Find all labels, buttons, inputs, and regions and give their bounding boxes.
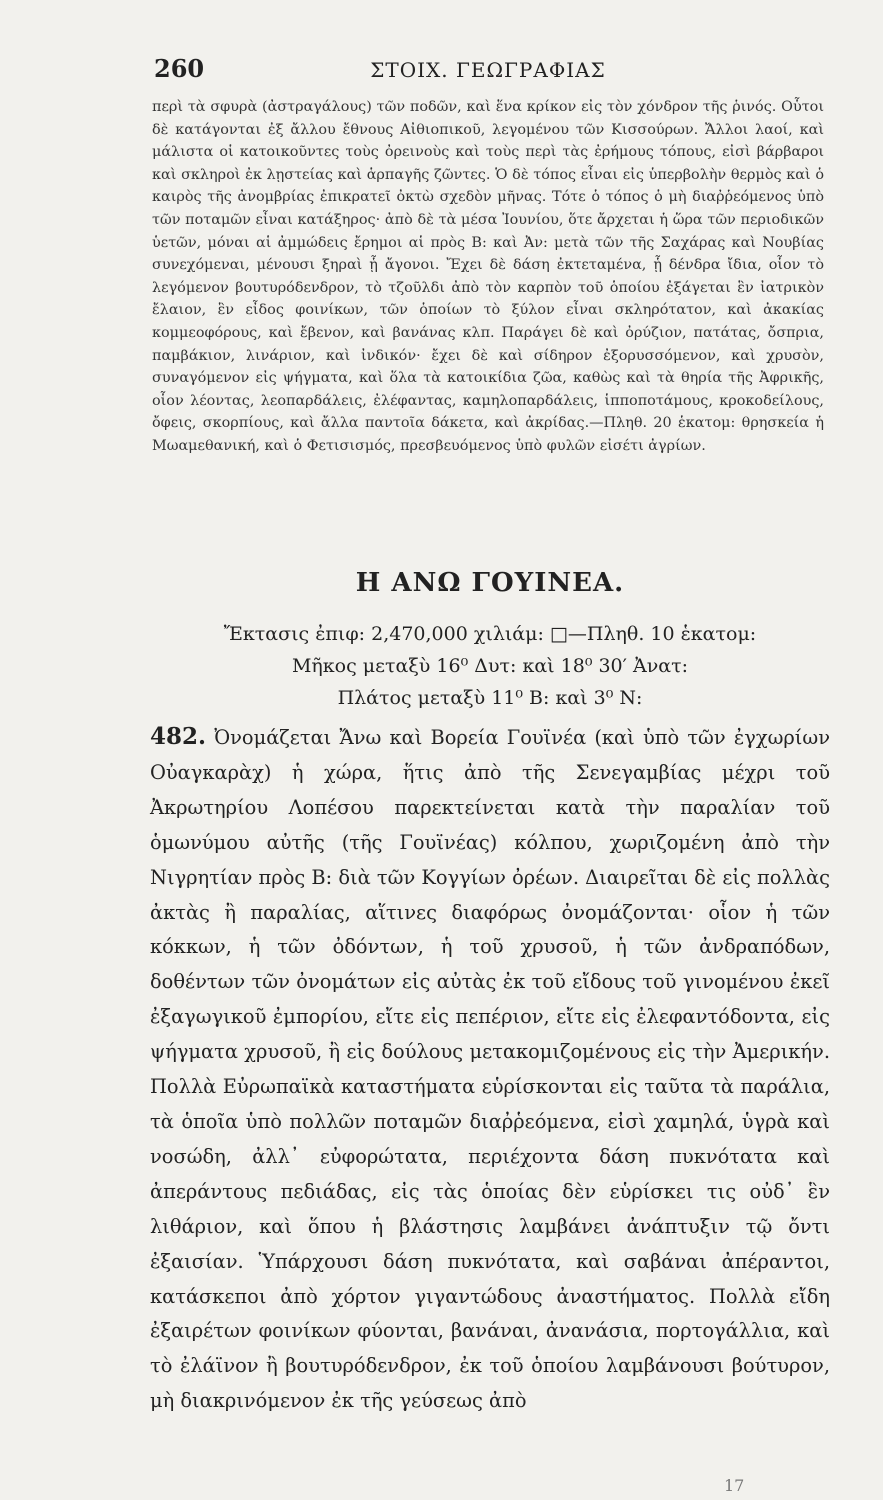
paragraph-number: 482. [150, 723, 207, 750]
paragraph-text: Ὀνομάζεται Ἄνω καὶ Βορεία Γουϊνέα (καὶ ὑπὸ τῶν ἐγχωρίων Οὐαγκαρὰχ) ἡ χώρα, ἥτις ἀπὸ τῆς Σενεγαμβίας μέχρι τοῦ Ἀκρωτηρίου Λοπέσου παρεκτείνεται κατὰ τὴν παραλίαν τοῦ ὁμωνύμου αὐτῆς (τῆς Γουϊνέας) κόλπου, χωριζομένη ἀπὸ τὴν Νιγρητίαν πρὸς Β: διὰ τῶν Κογγίων ὀρέων. Διαιρεῖται δὲ εἰς πολλὰς ἀκτὰς ἢ παραλίας, αἵτινες διαφόρως ὀνομάζονται· οἷον ἡ τῶν κόκκων, ἡ τῶν ὀδόντων, ἡ τοῦ χρυσοῦ, ἡ τῶν ἀνδραπόδων, δοθέντων τῶν ὀνομάτων εἰς αὐτὰς ἐκ τοῦ εἴδους τοῦ γινομένου ἐκεῖ ἐξαγωγικοῦ ἐμπορίου, εἴτε εἰς πεπέριον, εἴτε εἰς ἐλεφαντόδοντα, εἰς ψήγματα χρυσοῦ, ἢ εἰς δούλους μετακομιζομένους εἰς τὴν Ἀμερικήν. Πολλὰ Εὐρωπαϊκὰ καταστήματα εὑρίσκονται εἰς ταῦτα τὰ παράλια, τὰ ὁποῖα ὑπὸ πολλῶν ποταμῶν διαῤῥεόμενα, εἰσὶ χαμηλά, ὑγρὰ καὶ νοσώδη, ἀλλ᾽ εὐφορώτατα, περιέχοντα δάση πυκνότατα καὶ ἀπεράντους πεδιάδας, εἰς τὰς ὁποίας δὲν εὑρίσκει τις οὐδ᾽ ἓν λιθάριον, καὶ ὅπου ἡ βλάστησις λαμβάνει ἀνάπτυξιν τῷ ὄντι ἐξαισίαν. Ὑπάρχουσι δάση πυκνότατα, καὶ σαβάναι ἀπέραντοι, κατάσκεποι ἀπὸ χόρτον γιγαντώδους ἀναστήματος. Πολλὰ εἴδη ἐξαιρέτων φοινίκων φύονται, βανάναι, ἀνανάσια, πορτογάλλια, καὶ τὸ ἐλάϊνον ἢ βουτυρόδενδρον, ἐκ τοῦ ὁποίου λαμβάνουσι βούτυρον, μὴ διακρινόμενον ἐκ τῆς γεύσεως ἀπὸ [150, 726, 831, 1413]
page-header [148, 50, 828, 90]
stat-latitude: Πλάτος μεταξὺ 11⁰ Β: καὶ 3⁰ Ν: [337, 687, 643, 709]
stat-longitude: Μῆκος μεταξὺ 16⁰ Δυτ: καὶ 18⁰ 30′ Ἀνατ: [291, 655, 689, 677]
preceding-paragraph [152, 96, 824, 458]
main-paragraph [150, 720, 830, 1419]
section-title: Η ΑΝΩ ΓΟΥΙΝΕΑ. [355, 568, 625, 598]
preceding-paragraph-text: περὶ τὰ σφυρὰ (ἀστραγάλους) τῶν ποδῶν, καὶ ἕνα κρίκον εἰς τὸν χόνδρον τῆς ῥινός. Οὗτοι δὲ κατάγονται ἐξ ἄλλου ἔθνους Αἰθιοπικοῦ, λεγομένου τῶν Κισσούρων. Ἄλλοι λαοί, καὶ μάλιστα οἱ κατοικοῦντες τοὺς ὀρεινοὺς καὶ τοὺς περὶ τὰς ἐρήμους τόπους, εἰσὶ βάρβαροι καὶ σκληροὶ ἐκ λῃστείας καὶ ἁρπαγῆς ζῶντες. Ὁ δὲ τόπος εἶναι εἰς ὑπερβολὴν θερμὸς καὶ ὁ καιρὸς τῆς ἀνομβρίας ἐπικρατεῖ ὀκτὼ σχεδὸν μῆνας. Τότε ὁ τόπος ὁ μὴ διαῤῥεόμενος ὑπὸ τῶν ποταμῶν εἶναι κατάξηρος· ἀπὸ δὲ τὰ μέσα Ἰουνίου, ὅτε ἄρχεται ἡ ὥρα τῶν περιοδικῶν ὑετῶν, μόναι αἱ ἀμμώδεις ἔρημοι αἱ πρὸς Β: καὶ Ἀν: μετὰ τῶν τῆς Σαχάρας καὶ Νουβίας συνεχόμεναι, μένουσι ξηραὶ ᾗ ἄγονοι. Ἔχει δὲ δάση ἐκτεταμένα, ᾗ δένδρα ἴδια, οἷον τὸ λεγόμενον βουτυρόδενδρον, τὸ τζοῦλδι ἀπὸ τὸν καρπὸν τοῦ ὁποίου ἐξάγεται ἓν ἰατρικὸν ἔλαιον, ἓν εἶδος φοινίκων, τῶν ὁποίων τὸ ξύλον εἶναι σκληρότατον, καὶ ἀκακίας κομμεοφόρους, καὶ ἔβενον, καὶ βανάνας κλπ. Παράγει δὲ καὶ ὀρύζιον, πατάτας, ὄσπρια, παμβάκιον, λινάριον, καὶ ἰνδικόν· ἔχει δὲ καὶ σίδηρον ἐξορυσσόμενον, καὶ χρυσὸν, συναγόμενον εἰς ψήγματα, καὶ ὅλα τὰ κατοικίδια ζῶα, καθὼς καὶ τὰ θηρία τῆς Ἀφρικῆς, οἷον λέοντας, λεοπαρδάλεις, ἐλέφαντας, καμηλοπαρδάλεις, ἱπποποτάμους, κροκοδείλους, ὄφεις, σκορπίους, καὶ ἄλλα παντοῖα δάκετα, καὶ ἀκρίδας.—Πληθ. 20 ἑκατομ: θρησκεία ἡ Μωαμεθανική, καὶ ὁ Φετισισμός, πρεσβευόμενος ὑπὸ φυλῶν εἰσέτι ἀγρίων. [152, 99, 824, 454]
signature-mark: 17 [724, 1476, 745, 1495]
section-stats [150, 618, 830, 714]
running-title: ΣΤΟΙΧ. ΓΕΩΓΡΑΦΙΑΣ [370, 58, 606, 82]
stat-area-population: Ἔκτασις ἐπιφ: 2,470,000 χιλιάμ: □—Πληθ. 10 ἑκατομ: [223, 623, 757, 645]
page-number: 260 [154, 54, 205, 83]
